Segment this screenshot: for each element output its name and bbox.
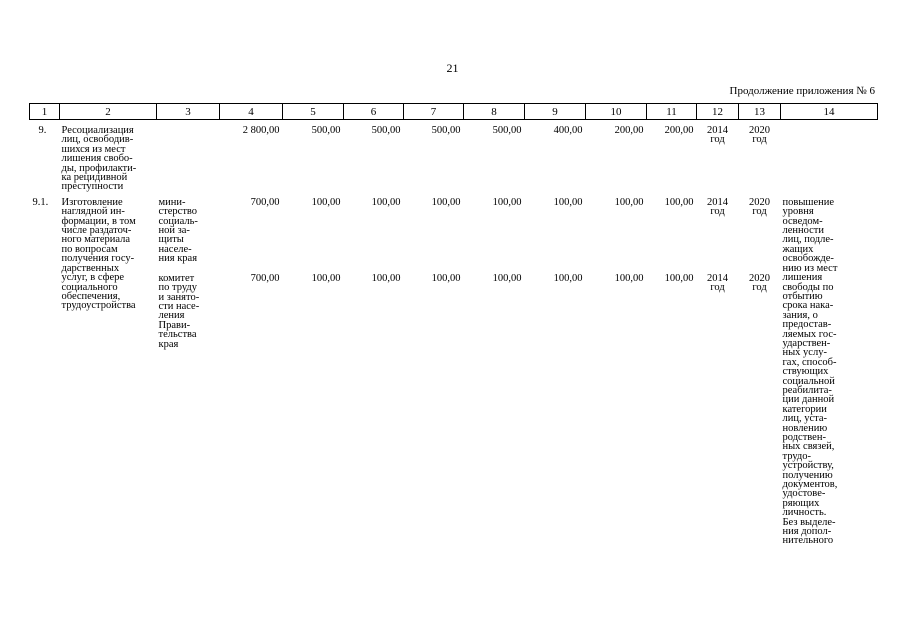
- column-header: 6: [344, 104, 404, 120]
- amount-cell: 500,00: [311, 125, 341, 136]
- amount-cell: 100,00: [614, 272, 644, 284]
- table-row: [30, 192, 878, 272]
- executor-cell: [157, 120, 220, 192]
- year-start: 2014 год: [707, 272, 728, 294]
- year-end: 2020 год: [749, 272, 770, 294]
- amount-cell: 100,00: [371, 272, 401, 284]
- amount-cell: 100,00: [553, 196, 583, 208]
- amount-cell: 100,00: [664, 196, 694, 208]
- continuation-label: Продолжение приложения № 6: [729, 85, 875, 97]
- column-header: 13: [739, 104, 781, 120]
- column-number-row: [30, 104, 878, 120]
- year-start: 2014 год: [707, 125, 728, 146]
- amount-cell: 100,00: [614, 196, 644, 208]
- amount-cell: 100,00: [492, 272, 522, 284]
- amount-cell: 100,00: [431, 196, 461, 208]
- amount-cell: 100,00: [311, 272, 341, 284]
- column-header: 9: [525, 104, 586, 120]
- column-header: 4: [220, 104, 283, 120]
- row-title: Ресоциализация лиц, освободив- шихся из мест лишения свобо- ды, профилакти- ка рецидивной преступности: [61, 125, 137, 192]
- column-header: 11: [647, 104, 697, 120]
- page-number: 21: [446, 61, 459, 75]
- row-number: 9.1.: [32, 196, 49, 208]
- amount-cell: 100,00: [311, 196, 341, 208]
- executor-cell: мини- стерство социаль- ной за- щиты населе- ния края: [158, 196, 198, 265]
- column-header: 14: [781, 104, 878, 120]
- amount-cell: 500,00: [492, 125, 522, 136]
- column-header: 2: [60, 104, 157, 120]
- year-end: 2020 год: [749, 125, 770, 146]
- amount-cell: 100,00: [553, 272, 583, 284]
- amount-cell: 2 800,00: [242, 125, 280, 136]
- result-cell: повышение уровня осведом- ленности лиц, подле- жащих освобожде- нию из мест лишения свободы по отбытию срока нака- зания, о предостав- ляемых гос- ударствен- ных услу- гах, способ- ствующих социальной реабилита- ции данной категории лиц, уста- новлению родствен- ных связей, трудо- устройству, получению документов, удостове- ряющих личность. Без выделе- ния допол- нительного: [782, 196, 838, 546]
- table-row: [30, 272, 878, 546]
- amount-cell: 200,00: [614, 125, 644, 136]
- year-end: 2020 год: [749, 196, 770, 218]
- table-row: [30, 120, 878, 192]
- row-title: Изготовление наглядной ин- формации, в том числе раздаточ- ного материала по вопросам получения госу- дарственных услуг, в сфере социального обеспечения, трудоустройства: [61, 196, 136, 312]
- amount-cell: 500,00: [431, 125, 461, 136]
- amount-cell: 500,00: [371, 125, 401, 136]
- column-header: 5: [283, 104, 344, 120]
- column-header: 8: [464, 104, 525, 120]
- amount-cell: 400,00: [553, 125, 583, 136]
- amount-cell: 100,00: [431, 272, 461, 284]
- year-start: 2014 год: [707, 196, 728, 218]
- column-header: 7: [404, 104, 464, 120]
- amount-cell: 700,00: [250, 196, 280, 208]
- result-cell: [781, 120, 878, 192]
- column-header: 10: [586, 104, 647, 120]
- amount-cell: 100,00: [664, 272, 694, 284]
- column-header: 3: [157, 104, 220, 120]
- amount-cell: 100,00: [371, 196, 401, 208]
- amount-cell: 200,00: [664, 125, 694, 136]
- amount-cell: 700,00: [250, 272, 280, 284]
- row-number: 9.: [38, 125, 47, 136]
- amount-cell: 100,00: [492, 196, 522, 208]
- executor-cell: комитет по труду и занято- сти насе- ления Прави- тельства края: [158, 272, 200, 350]
- column-header: 12: [697, 104, 739, 120]
- column-header: 1: [30, 104, 60, 120]
- program-table: [29, 103, 878, 546]
